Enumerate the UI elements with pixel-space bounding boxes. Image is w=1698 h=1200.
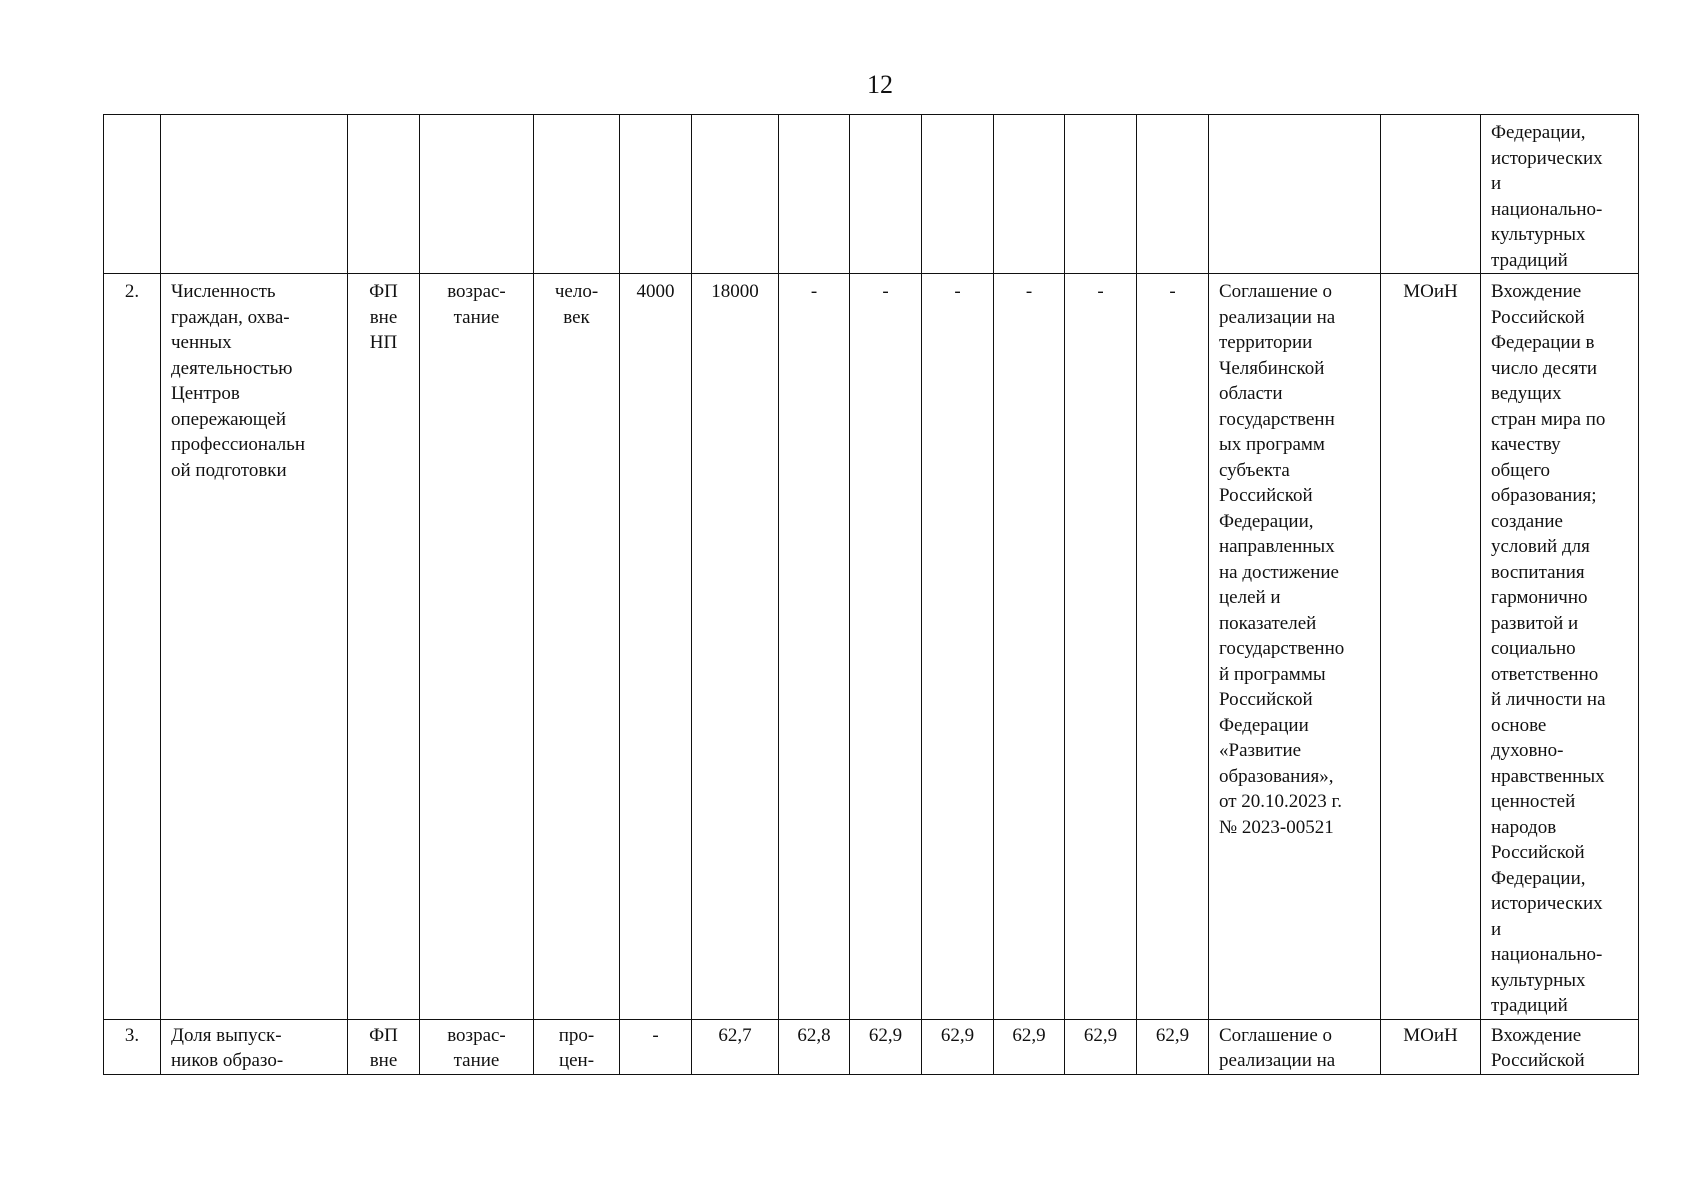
cell-empty: [534, 115, 620, 274]
cell-empty: [779, 115, 850, 274]
cell-empty: [922, 115, 994, 274]
cell-empty: [1065, 115, 1137, 274]
cell-year-value: -: [779, 274, 850, 1020]
cell-empty: [620, 115, 692, 274]
cell-indicator-name: Численность граждан, охва- ченных деятельностью Центров опережающей профессиональн ой подготовки: [161, 274, 348, 1020]
table-row-continuation: [104, 115, 1639, 274]
cell-year-value: 62,8: [779, 1019, 850, 1074]
cell-indicator-type: ФП вне: [348, 1019, 420, 1074]
cell-year-value: -: [1137, 274, 1209, 1020]
cell-empty: [161, 115, 348, 274]
indicators-table: [103, 114, 1639, 1075]
table-row: [104, 274, 1639, 1020]
cell-empty: [1209, 115, 1381, 274]
cell-empty: [850, 115, 922, 274]
cell-indicator-name: Доля выпуск- ников образо-: [161, 1019, 348, 1074]
cell-year-value: 18000: [692, 274, 779, 1020]
cell-year-value: -: [994, 274, 1065, 1020]
cell-year-value: -: [850, 274, 922, 1020]
cell-year-value: 62,9: [1137, 1019, 1209, 1074]
cell-year-value: -: [1065, 274, 1137, 1020]
cell-number: 3.: [104, 1019, 161, 1074]
cell-empty: [348, 115, 420, 274]
cell-empty: [104, 115, 161, 274]
cell-unit: чело- век: [534, 274, 620, 1020]
cell-unit: про- цен-: [534, 1019, 620, 1074]
cell-trend: возрас- тание: [420, 1019, 534, 1074]
cell-empty: [692, 115, 779, 274]
cell-year-value: 62,9: [922, 1019, 994, 1074]
cell-document: Соглашение о реализации на: [1209, 1019, 1381, 1074]
cell-year-value: -: [922, 274, 994, 1020]
cell-base-value: -: [620, 1019, 692, 1074]
table-row: [104, 1019, 1639, 1074]
cell-year-value: 62,9: [1065, 1019, 1137, 1074]
cell-empty: [1381, 115, 1481, 274]
cell-responsible: МОиН: [1381, 1019, 1481, 1074]
cell-document: Соглашение о реализации на территории Челябинской области государственн ых программ субъекта Российской Федерации, направленных на достижение целей и показателей государственно й программы Российской Федерации «Развитие образования», от 20.10.2023 г. № 2023-00521: [1209, 274, 1381, 1020]
page-number: 12: [867, 70, 893, 99]
cell-year-value: 62,9: [850, 1019, 922, 1074]
cell-goal: Федерации, исторических и национально- культурных традиций: [1481, 115, 1639, 274]
cell-empty: [420, 115, 534, 274]
cell-number: 2.: [104, 274, 161, 1020]
cell-year-value: 62,9: [994, 1019, 1065, 1074]
cell-goal: Вхождение Российской: [1481, 1019, 1639, 1074]
cell-indicator-type: ФП вне НП: [348, 274, 420, 1020]
cell-base-value: 4000: [620, 274, 692, 1020]
cell-empty: [994, 115, 1065, 274]
cell-trend: возрас- тание: [420, 274, 534, 1020]
cell-goal: Вхождение Российской Федерации в число десяти ведущих стран мира по качеству общего образования; создание условий для воспитания гармонично развитой и социально ответственно й личности на основе духовно- нравственных ценностей народов Российской Федерации, исторических и национально- культурных традиций: [1481, 274, 1639, 1020]
cell-empty: [1137, 115, 1209, 274]
cell-responsible: МОиН: [1381, 274, 1481, 1020]
cell-year-value: 62,7: [692, 1019, 779, 1074]
